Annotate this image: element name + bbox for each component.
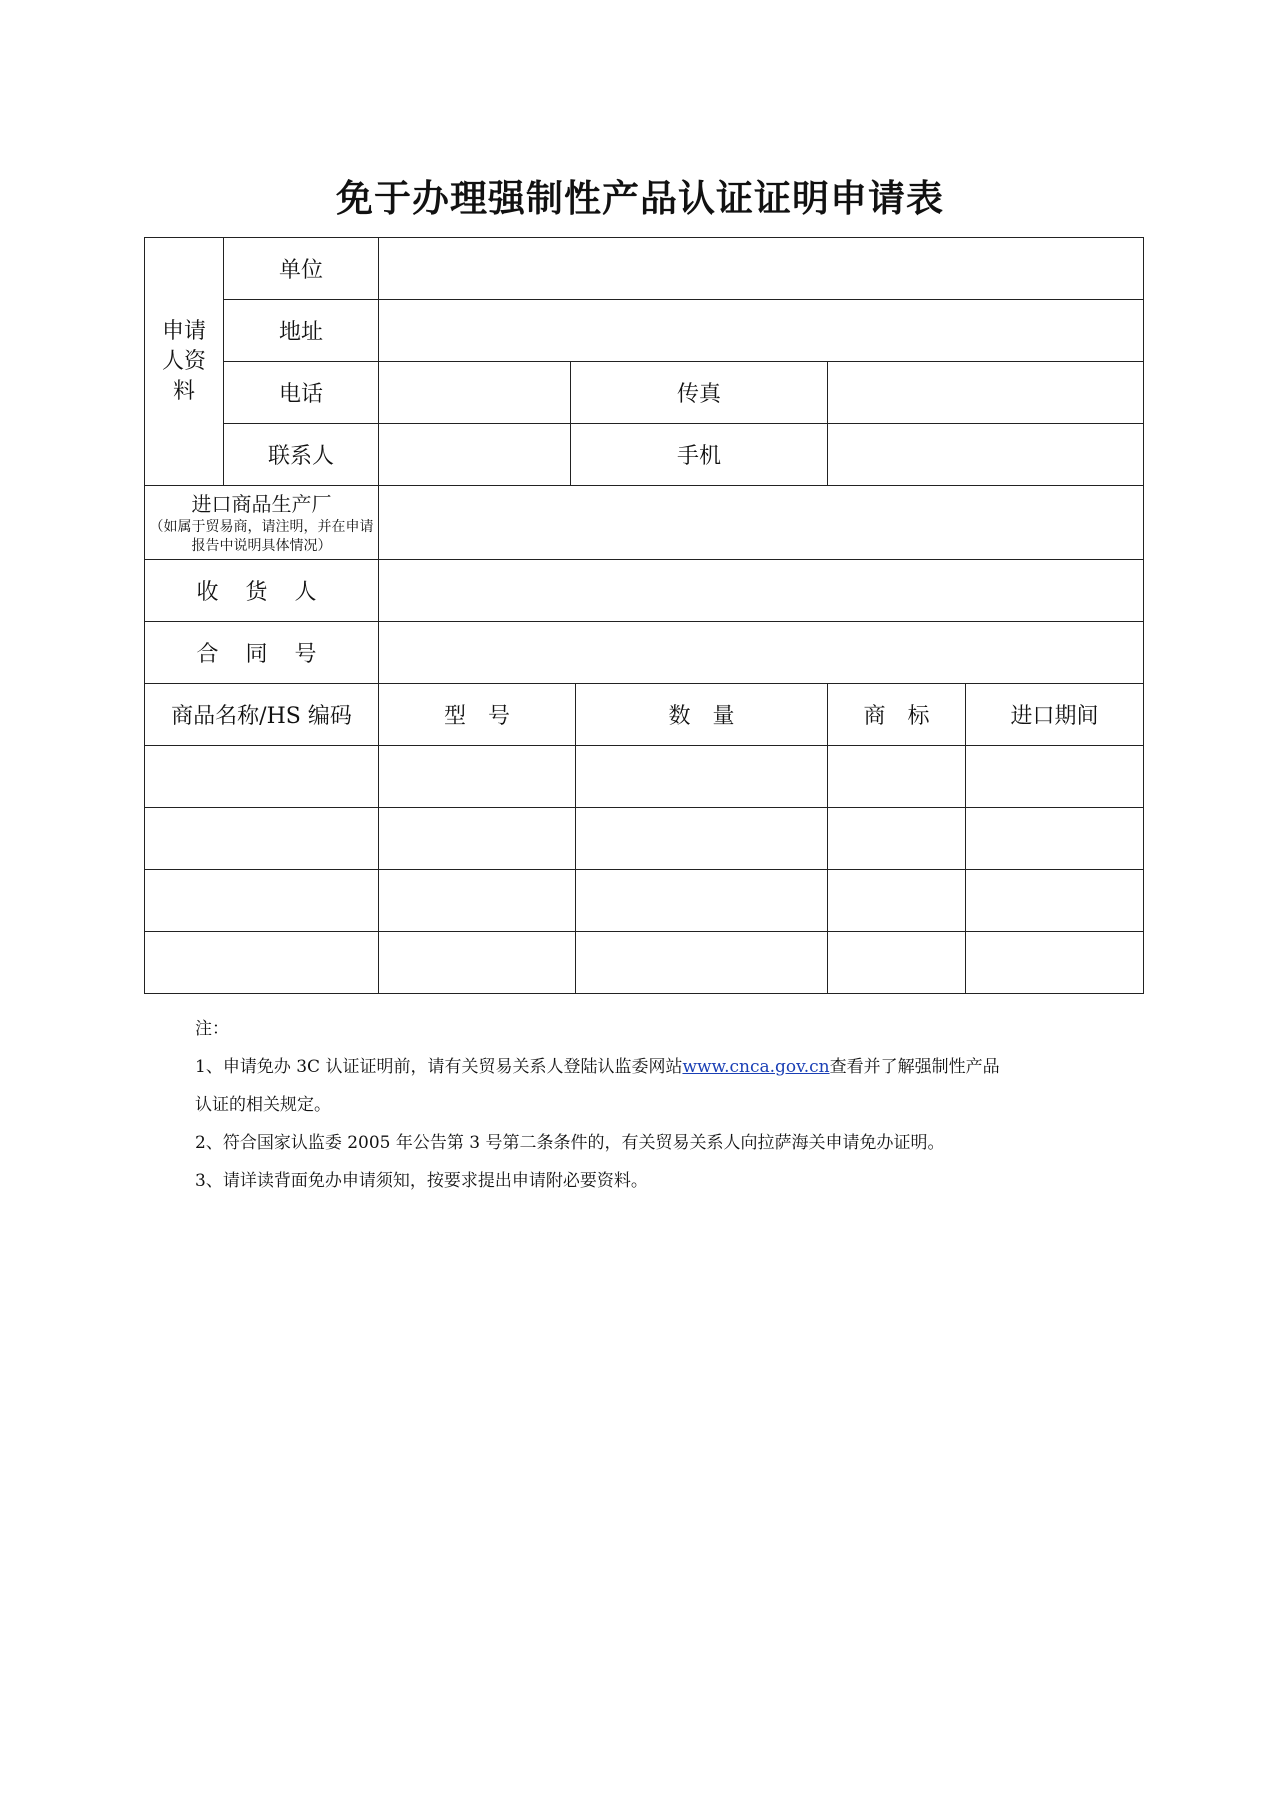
note-1-prefix: 1、申请免办 3C 认证证明前，请有关贸易关系人登陆认监委网站 (195, 1057, 683, 1077)
application-form-table (144, 237, 1144, 994)
consignee-field[interactable] (379, 560, 1144, 622)
unit-field[interactable] (379, 238, 1144, 300)
notes-heading: 注： (195, 1019, 229, 1039)
manufacturer-label-cell (145, 486, 379, 560)
goods-cell[interactable] (576, 808, 828, 870)
goods-cell[interactable] (145, 808, 379, 870)
row-manufacturer (145, 486, 1144, 560)
manufacturer-field[interactable] (379, 486, 1144, 560)
goods-cell[interactable] (379, 746, 576, 808)
goods-header-row (145, 684, 1144, 746)
goods-cell[interactable] (828, 808, 966, 870)
goods-cell[interactable] (379, 870, 576, 932)
goods-header-brand: 商 标 (828, 684, 966, 746)
goods-cell[interactable] (379, 932, 576, 994)
cnca-website-link[interactable]: www.cnca.gov.cn (682, 1057, 830, 1077)
note-item-3: 3、请详读背面免办申请须知，按要求提出申请附必要资料。 (195, 1171, 648, 1191)
form-title: 免于办理强制性产品认证证明申请表 (336, 177, 944, 220)
row-contact (145, 424, 1144, 486)
note-item-2: 2、符合国家认监委 2005 年公告第 3 号第二条条件的，有关贸易关系人向拉萨海关申请免办证明。 (195, 1133, 945, 1153)
phone-field[interactable] (379, 362, 571, 424)
goods-cell[interactable] (828, 932, 966, 994)
goods-cell[interactable] (379, 808, 576, 870)
address-label: 地址 (224, 300, 379, 362)
notes-section (195, 1010, 1115, 1200)
goods-cell[interactable] (966, 932, 1144, 994)
table-row (145, 808, 1144, 870)
row-contract (145, 622, 1144, 684)
address-field[interactable] (379, 300, 1144, 362)
goods-cell[interactable] (966, 870, 1144, 932)
contact-field[interactable] (379, 424, 571, 486)
manufacturer-note: （如属于贸易商，请注明，并在申请报告中说明具体情况） (149, 518, 374, 554)
goods-cell[interactable] (966, 746, 1144, 808)
unit-label: 单位 (224, 238, 379, 300)
row-unit (145, 238, 1144, 300)
goods-header-name: 商品名称/HS 编码 (145, 684, 379, 746)
goods-cell[interactable] (576, 932, 828, 994)
row-consignee (145, 560, 1144, 622)
contract-field[interactable] (379, 622, 1144, 684)
note-1-suffix: 查看并了解强制性产品 (829, 1057, 1000, 1077)
manufacturer-label: 进口商品生产厂 (191, 491, 332, 516)
goods-cell[interactable] (576, 870, 828, 932)
mobile-label: 手机 (571, 424, 828, 486)
row-phone (145, 362, 1144, 424)
fax-label: 传真 (571, 362, 828, 424)
mobile-field[interactable] (828, 424, 1144, 486)
applicant-section-label: 申请人资料 (145, 238, 224, 486)
goods-header-model: 型 号 (379, 684, 576, 746)
goods-header-period: 进口期间 (966, 684, 1144, 746)
goods-header-quantity: 数 量 (576, 684, 828, 746)
consignee-label: 收 货 人 (145, 560, 379, 622)
goods-cell[interactable] (145, 870, 379, 932)
goods-cell[interactable] (145, 932, 379, 994)
table-row (145, 932, 1144, 994)
table-row (145, 870, 1144, 932)
fax-field[interactable] (828, 362, 1144, 424)
note-item-1-continued: 认证的相关规定。 (195, 1095, 331, 1115)
phone-label: 电话 (224, 362, 379, 424)
contract-label: 合 同 号 (145, 622, 379, 684)
goods-cell[interactable] (576, 746, 828, 808)
contact-label: 联系人 (224, 424, 379, 486)
goods-cell[interactable] (828, 870, 966, 932)
table-row (145, 746, 1144, 808)
note-item-1 (195, 1048, 1115, 1086)
goods-cell[interactable] (828, 746, 966, 808)
row-address (145, 300, 1144, 362)
goods-cell[interactable] (145, 746, 379, 808)
goods-cell[interactable] (966, 808, 1144, 870)
